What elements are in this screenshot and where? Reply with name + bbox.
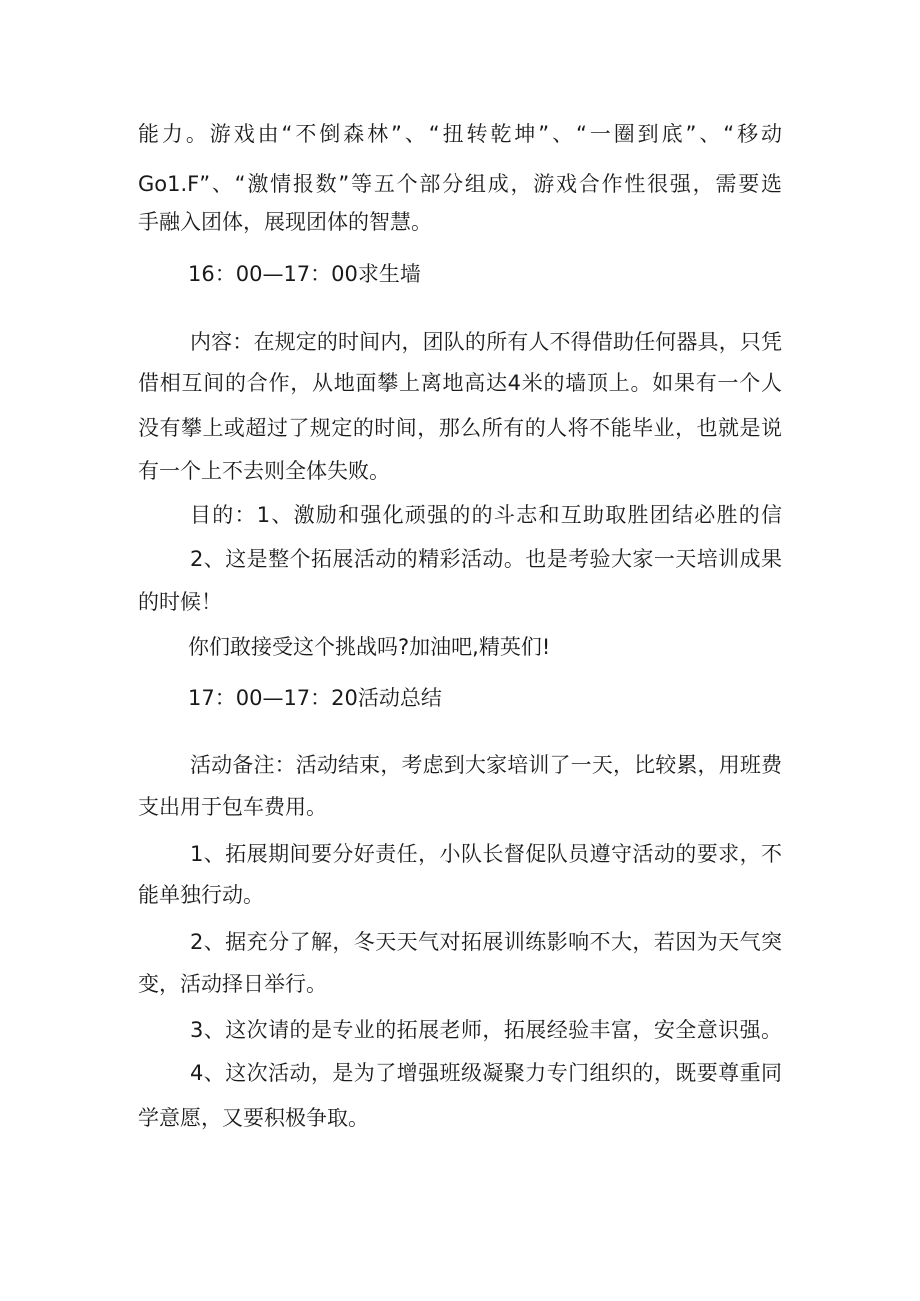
- paragraph-line: 借相互间的合作，从地面攀上离地高达4米的墙顶上。如果有一个人: [138, 371, 782, 395]
- paragraph-line: 内容：在规定的时间内，团队的所有人不得借助任何器具，只凭: [190, 330, 782, 354]
- paragraph-line: 1、拓展期间要分好责任，小队长督促队员遵守活动的要求，不: [190, 842, 782, 866]
- paragraph-line: 能力。游戏由“不倒森林”、“扭转乾坤”、“一圈到底”、“移动: [138, 122, 782, 146]
- paragraph-line: 能单独行动。: [138, 883, 264, 907]
- paragraph-line: 活动备注：活动结束，考虑到大家培训了一天，比较累，用班费: [190, 753, 782, 777]
- paragraph-line: 学意愿，又要积极争取。: [138, 1106, 369, 1130]
- paragraph-line: 支出用于包车费用。: [138, 795, 327, 819]
- paragraph-line: 2、据充分了解，冬天天气对拓展训练影响不大，若因为天气突: [190, 930, 782, 954]
- paragraph-line: Go1.F”、“激情报数”等五个部分组成，游戏合作性很强，需要选: [138, 172, 782, 196]
- paragraph-line: 你们敢接受这个挑战吗?加油吧,精英们!: [188, 635, 551, 659]
- paragraph-line: 手融入团体，展现团体的智慧。: [138, 210, 432, 234]
- schedule-heading: 16：00—17：00求生墙: [188, 262, 421, 286]
- paragraph-line: 变，活动择日举行。: [138, 972, 327, 996]
- paragraph-line: 2、这是整个拓展活动的精彩活动。也是考验大家一天培训成果: [190, 547, 782, 571]
- paragraph-line: 3、这次请的是专业的拓展老师，拓展经验丰富，安全意识强。: [190, 1018, 782, 1042]
- paragraph-line: 有一个上不去则全体失败。: [138, 459, 390, 483]
- schedule-heading: 17：00—17：20活动总结: [188, 686, 442, 710]
- paragraph-line: 目的：1、激励和强化顽强的的斗志和互助取胜团结必胜的信: [190, 503, 782, 527]
- paragraph-line: 4、这次活动，是为了增强班级凝聚力专门组织的，既要尊重同: [190, 1061, 782, 1085]
- paragraph-line: 的时候！: [138, 590, 222, 614]
- paragraph-line: 没有攀上或超过了规定的时间，那么所有的人将不能毕业，也就是说: [138, 416, 782, 440]
